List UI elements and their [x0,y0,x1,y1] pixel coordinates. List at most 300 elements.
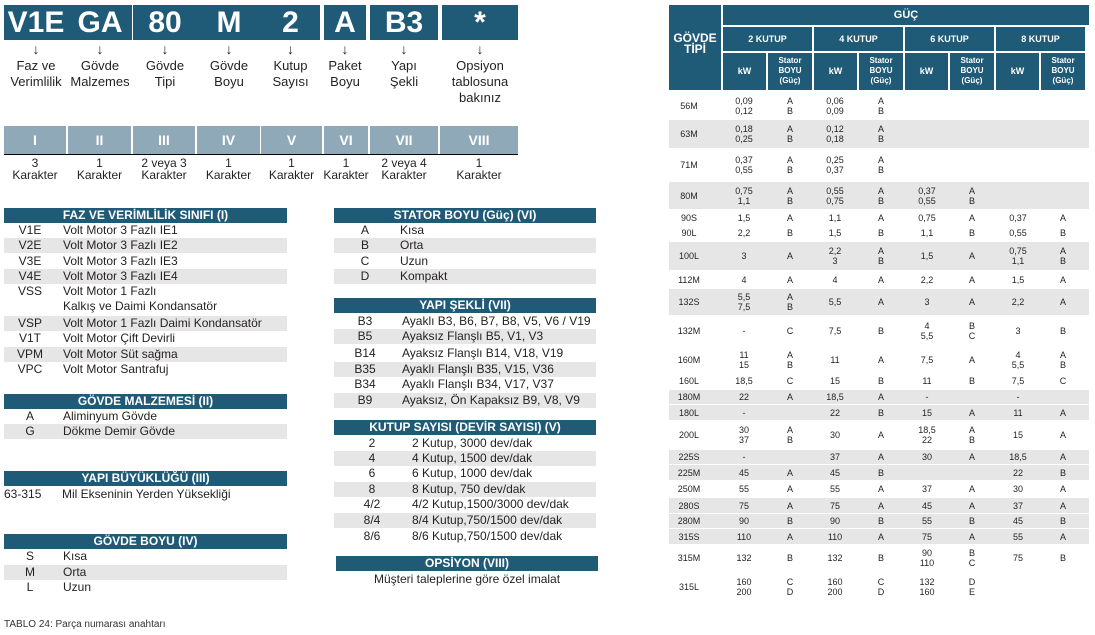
row-code: V1T [18,331,41,345]
opsiyon-text: Müşteri taleplerine göre özel imalat [373,572,561,586]
stator-value: A [877,212,884,223]
kw-value: 4 5,5 [1011,349,1025,370]
stator-value: B [786,553,793,563]
opsiyon-title: OPSİYON (VIII) [336,556,598,571]
govde-malzemesi-title: GÖVDE MALZEMESİ (II) [4,394,287,409]
kw-value: 45 [921,500,932,511]
kw-value: 0,75 1,1 [735,185,753,206]
stator-value: A B [877,124,884,144]
code-label: Kutup Sayısı [272,58,309,89]
arrow-down-icon: ↓ [225,41,233,57]
stator-value: B [1059,326,1066,336]
frame-type: 315L [678,581,700,592]
row-code: V3E [18,254,42,268]
kw-value: 0,06 0,09 [826,95,844,116]
table-row [334,314,596,329]
stator-value: A B [1059,246,1066,266]
stator-value: A [968,212,975,223]
table-row [334,254,596,269]
frame-type: 132M [677,326,701,336]
table-caption: TABLO 24: Parça numarası anahtarı [4,619,166,630]
row-description: Uzun [400,254,429,268]
row-description: Ayaksız Flanşlı B14, V18, V19 [402,346,564,360]
code-box: A [324,5,366,40]
stator-value: B [877,553,884,563]
frame-type: 112M [678,274,700,285]
kw-value: 160 200 [736,576,752,597]
kw-value: 160 200 [827,576,843,597]
stator-value: A [877,354,884,365]
frame-type: 280M [677,516,701,526]
stator-value: C D [877,576,885,597]
row-code: 8/4 [363,513,381,527]
stator-value: A [1059,274,1066,285]
row-description: Kısa [400,223,425,237]
kw-value: 18,5 22 [918,424,936,445]
pole-header: 6 KUTUP [905,27,994,51]
kw-value: 30 37 [738,424,749,445]
stator-value: C [786,326,794,336]
table-row [4,565,287,580]
stator-value: B [877,326,884,336]
frame-type: 315M [677,553,701,563]
kw-value: 55 [738,484,749,494]
frame-type: 90L [681,228,697,238]
row-code: A [25,409,34,423]
stator-header: Stator BOYU (Güç) [950,53,994,90]
stator-value: A B [877,246,884,266]
stator-value: A [968,452,975,462]
stator-value: B [1059,228,1066,238]
stator-value: B [968,375,975,386]
code-box: 2 [261,5,320,40]
frame-type: 90S [680,212,697,223]
kw-value: 0,55 0,75 [826,185,844,206]
row-description: 4/2 Kutup,1500/3000 dev/dak [412,497,569,511]
kw-value: - [742,326,746,336]
row-description: Orta [400,238,424,252]
guc-header: GÜÇ [723,5,1089,25]
yapi-buyuklugu-title: YAPI BÜYÜKLÜĞÜ (III) [4,471,287,486]
row-description: Volt Motor Santrafuj [63,362,169,376]
row-code: S [25,549,34,563]
frame-type: 100L [678,251,700,261]
kw-value: 11 [830,354,840,365]
kw-value: 110 [736,531,752,542]
code-label: Paket Boyu [328,58,362,89]
character-count: 2 veya 4 Karakter [381,156,427,182]
kw-value: 75 [1012,553,1023,563]
row-code: V1E [18,223,42,237]
kw-value: 37 [1012,500,1023,511]
kw-value: 18,5 [1009,452,1027,462]
section-numeral: I [4,126,66,154]
stator-value: A [1059,531,1066,542]
row-code: VPM [16,347,43,361]
kw-value: 1,5 [828,228,842,238]
kw-value: 37 [921,484,932,494]
stator-value: A [877,297,884,307]
table-row [4,362,287,377]
frame-type: 80M [680,190,698,201]
row-description: Volt Motor 3 Fazlı IE2 [63,238,178,252]
stator-value: A B [786,424,793,445]
table-row [334,513,596,528]
stator-header: Stator BOYU (Güç) [1041,53,1085,90]
stator-value: B C [968,548,976,568]
table-row [334,346,596,361]
kw-header: kW [996,53,1039,90]
kw-value: 1,5 [1011,274,1025,285]
character-count: 1 Karakter [268,156,315,182]
frame-type: 315S [678,531,700,542]
kw-value: 75 [738,500,749,511]
row-description: 8/6 Kutup,750/1500 dev/dak [412,529,563,543]
stator-value: B [877,516,884,526]
kw-value: 0,37 0,55 [918,185,936,206]
kw-value: 3 [741,251,747,261]
kw-value: 15 [829,375,840,386]
row-description: Volt Motor 1 Fazlı Kalkış ve Daimi Kondansatör [63,284,218,313]
row-description: Volt Motor 1 Fazlı Daimi Kondansatör [63,316,262,330]
table-row [4,549,287,564]
stator-value: A [786,484,793,494]
character-count: 1 Karakter [323,156,369,182]
table-row [334,393,596,408]
kw-value: 7,5 [1011,375,1025,386]
arrow-down-icon: ↓ [161,41,169,57]
stator-value: A [877,452,884,462]
section-numeral: VII [370,126,438,154]
row-description: Aliminyum Gövde [63,409,158,423]
row-description: Ayaksız Flanşlı B5, V1, V3 [402,329,544,343]
arrow-down-icon: ↓ [476,41,484,57]
row-description: Dökme Demir Gövde [63,424,176,438]
kw-value: 0,18 0,25 [735,124,753,144]
frame-type: 225S [678,452,700,462]
frame-type: 180M [677,392,701,402]
kw-value: 132 [827,553,843,563]
stator-value: A B [786,292,793,312]
arrow-down-icon: ↓ [96,41,104,57]
stator-value: A B [786,155,793,175]
stator-value: A [968,531,975,542]
stator-value: A B [968,424,975,445]
row-description: 8 Kutup, 750 dev/dak [412,482,526,496]
kw-value: 132 160 [919,576,935,597]
frame-type: 225M [677,467,701,478]
kw-value: 4 [741,274,747,285]
stator-value: B [1059,553,1066,563]
row-description: Kısa [63,549,88,563]
kw-value: 55 [1012,531,1023,542]
table-row [4,238,287,253]
stator-header: Stator BOYU (Güç) [859,53,903,90]
kw-value: 2,2 [1011,297,1025,307]
row-description: Volt Motor 3 Fazlı IE3 [63,254,178,268]
kw-value: 1,5 [737,212,751,223]
table-row [334,436,596,451]
kw-value: 90 [738,516,749,526]
kw-value: 22 [829,407,840,418]
kw-value: 0,55 [1009,228,1027,238]
stator-value: A B [877,95,884,116]
character-count: 1 Karakter [76,156,123,182]
stator-value: A [786,467,793,478]
frame-type: 56M [680,100,698,111]
character-count: 3 Karakter [12,156,58,182]
code-box: V1E [4,5,68,40]
row-code: VPC [17,362,43,376]
stator-value: A [1059,484,1066,494]
row-code: 6 [368,466,376,480]
row-code: A [360,223,369,237]
stator-value: A [1059,297,1066,307]
table-row [4,316,287,331]
kw-value: 18,5 [735,375,753,386]
row-description: Ayaksız, Ön Kapaksız B9, V8, V9 [402,393,580,407]
table-row [4,331,287,346]
stator-value: A [786,392,793,402]
stator-value: B [1059,516,1066,526]
section-numeral: V [261,126,322,154]
stator-value: A [968,274,975,285]
table-row [334,362,596,377]
row-code: 8 [368,482,376,496]
stator-value: A [877,484,884,494]
section-numeral: IV [197,126,260,154]
table-row [4,347,287,362]
stator-value: A [877,500,884,511]
row-description: 4 Kutup, 1500 dev/dak [412,451,533,465]
stator-value: C D [786,576,794,597]
arrow-down-icon: ↓ [287,41,294,57]
stator-value: B C [968,321,976,341]
row-code: C [360,254,370,268]
kw-value: 90 [829,516,840,526]
table-row [334,466,596,481]
kw-value: 75 [921,531,932,542]
table-row [4,487,287,502]
row-description: Ayaklı Flanşlı B34, V17, V37 [402,377,554,391]
kw-value: 0,37 0,55 [735,155,753,175]
code-box: 80 [133,5,197,40]
kw-value: 45 [829,467,840,478]
stator-value: A [877,274,884,285]
stator-value: A [968,500,975,511]
table-row [4,424,287,439]
stator-value: A B [786,349,793,370]
table-row [4,223,287,238]
section-numeral: III [133,126,195,154]
pole-header: 2 KUTUP [723,27,812,51]
table-row [4,269,287,284]
stator-value: A [968,407,975,418]
kutup-sayisi-title: KUTUP SAYISI (DEVİR SAYISI) (V) [334,420,596,435]
kw-value: 0,37 [1009,212,1027,223]
kw-value: 3 [1015,326,1021,336]
table-row [334,329,596,344]
row-code: B35 [354,362,376,376]
table-row [4,409,287,424]
kw-value: 37 [829,452,840,462]
kw-value: 0,75 1,1 [1009,246,1027,266]
frame-type: 132S [678,297,700,307]
kw-value: 1,5 [920,251,934,261]
code-label: Opsiyon tablosuna bakınız [451,58,509,105]
row-code: 4 [368,451,376,465]
row-code: B5 [357,329,373,343]
kw-value: 4 [832,274,838,285]
kw-value: 7,5 [828,326,842,336]
kw-value: 0,75 [918,212,936,223]
row-description: Ayaklı B3, B6, B7, B8, V5, V6 / V19 [402,314,591,328]
code-label: Yapı Şekli [389,58,419,89]
row-description: 2 Kutup, 3000 dev/dak [412,436,533,450]
arrow-down-icon: ↓ [32,41,40,57]
code-box: * [442,5,518,40]
stator-value: A B [877,185,884,206]
yapi-sekli-title: YAPI ŞEKLİ (VII) [334,298,596,313]
stator-value: A [1059,429,1066,440]
kw-value: 90 110 [919,548,935,568]
code-label: Gövde Boyu [209,58,249,89]
kw-value: 18,5 [826,392,844,402]
kw-value: - [1016,392,1020,402]
row-code: D [360,269,370,283]
table-row [334,269,596,284]
section-numeral: II [68,126,131,154]
stator-value: A [968,297,975,307]
stator-value: C [786,375,794,386]
frame-type: 250M [677,484,701,494]
row-code: V2E [18,238,42,252]
kw-value: - [742,452,746,462]
stator-value: B [877,228,884,238]
stator-value: A B [968,185,975,206]
stator-value: A [877,531,884,542]
table-row [334,451,596,466]
kw-value: 75 [829,500,840,511]
kw-value: 22 [1012,467,1023,478]
code-label: Faz ve Verimlilik [10,58,62,89]
kw-value: 2,2 3 [828,246,842,266]
stator-value: B [786,516,793,526]
kw-value: - [925,392,929,402]
kw-value: 11 15 [738,349,749,370]
row-code: B14 [354,346,376,360]
stator-value: A B [786,95,793,116]
table-row [334,497,596,512]
kw-value: 2,2 [737,228,751,238]
kw-value: 7,5 [920,354,934,365]
stator-value: D E [968,576,976,597]
kw-value: 1,1 [828,212,842,223]
code-box: B3 [370,5,438,40]
kw-header: kW [814,53,857,90]
row-code: B [360,238,369,252]
row-description: Volt Motor Süt sağma [63,347,178,361]
row-code: 4/2 [363,497,381,511]
row-code: 63-315 [4,487,42,501]
kw-value: 30 [829,429,840,440]
row-code: 8/6 [363,529,381,543]
row-description: 6 Kutup, 1000 dev/dak [412,466,533,480]
stator-value: A B [786,124,793,144]
stator-value: B [877,407,884,418]
stator-value: A [786,274,793,285]
kw-value: 4 5,5 [920,321,934,341]
row-description: 8/4 Kutup,750/1500 dev/dak [412,513,563,527]
frame-type: 160L [678,375,700,386]
kw-value: 30 [1012,484,1023,494]
row-description: Volt Motor 3 Fazlı IE1 [63,223,178,237]
character-count: 1 Karakter [205,156,252,182]
character-count: 1 Karakter [456,156,502,182]
stator-value: A [1059,452,1066,462]
frame-type: 180L [678,407,700,418]
stator-header: Stator BOYU (Güç) [768,53,812,90]
row-code: 2 [368,436,376,450]
stator-value: B [1059,467,1066,478]
stator-value: A [786,251,793,261]
kw-value: 1,1 [920,228,934,238]
kw-value: 15 [921,407,932,418]
kw-value: 30 [921,452,932,462]
character-count: 2 veya 3 Karakter [141,156,187,182]
stator-value: A [968,354,975,365]
stator-value: A [1059,500,1066,511]
row-code: VSS [17,284,42,298]
kw-value: 45 [738,467,749,478]
govde-tipi-header: GÖVDE TİPİ [669,5,721,90]
kw-value: 0,25 0,37 [826,155,844,175]
kw-value: 22 [738,392,749,402]
kw-value: 55 [921,516,932,526]
row-description: Uzun [63,580,92,594]
row-code: B9 [357,393,373,407]
stator-value: B [968,228,975,238]
kw-value: 0,12 0,18 [826,124,844,144]
frame-type: 200L [678,429,700,440]
section-numeral: VIII [440,126,518,154]
row-description: Ayaklı Flanşlı B35, V15, V36 [402,362,554,376]
kw-value: 11 [922,375,932,386]
kw-value: - [742,407,746,418]
arrow-down-icon: ↓ [400,41,408,57]
stator-value: A [1059,212,1066,223]
table-row [334,482,596,497]
govde-boyu-title: GÖVDE BOYU (IV) [4,534,287,549]
pole-header: 8 KUTUP [996,27,1085,51]
stator-value: A [786,500,793,511]
table-row [334,529,596,544]
stator-value: A [877,429,884,440]
code-box: GA [68,5,132,40]
stator-value: B [968,516,975,526]
frame-type: 280S [678,500,700,511]
row-code: M [25,565,35,579]
table-row [334,377,596,392]
faz-verimlilik-title: FAZ VE VERİMLİLİK SINIFI (I) [4,208,287,223]
row-description: Orta [63,565,87,579]
stator-value: C [1059,375,1067,386]
table-row [334,238,596,253]
row-description: Mil Ekseninin Yerden Yüksekliği [62,487,231,501]
kw-value: 3 [924,297,930,307]
stator-value: A B [786,185,793,206]
arrow-down-icon: ↓ [341,41,349,57]
